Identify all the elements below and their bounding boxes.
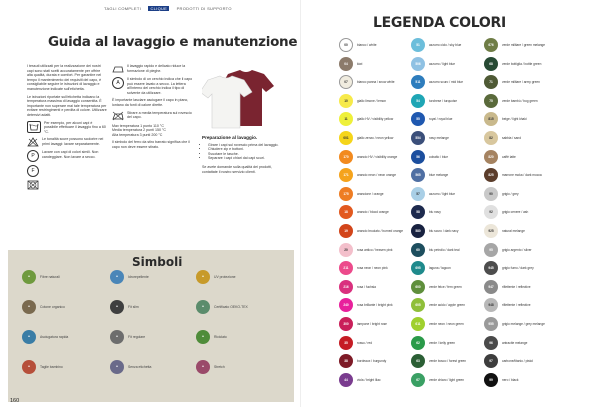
color-name: verde bosco / forest green bbox=[429, 359, 467, 364]
tumble-dry-icon bbox=[27, 180, 39, 190]
color-name: azzurro / light blue bbox=[429, 191, 456, 196]
color-item bbox=[484, 94, 564, 108]
color-name: laguna / lagoon bbox=[429, 266, 451, 271]
iron-temp-1: Max temperatura 1 punto 110 °C bbox=[112, 123, 164, 128]
color-name: giallo limone / lemon bbox=[357, 98, 387, 103]
color-swatch: 51 bbox=[411, 38, 425, 52]
care-row bbox=[27, 165, 107, 177]
color-swatch: 300 bbox=[339, 317, 353, 331]
color-name: verde bambù / bog green bbox=[502, 98, 538, 103]
paragraph: È importante lasciare asciugare il capo in piano, lontano da fonti di calore dirette. bbox=[112, 98, 189, 107]
sun-icon: • bbox=[196, 270, 210, 284]
header-text-1: TAGLI COMPLETI bbox=[104, 6, 142, 11]
color-name: azzurro / light blue bbox=[429, 61, 456, 66]
color-swatch: 75 bbox=[484, 94, 498, 108]
paragraph: Il lavaggio rapido e delicato riduce la formazione di pieghe. bbox=[127, 64, 186, 73]
color-name: natural melange bbox=[502, 229, 525, 233]
symbol-item bbox=[22, 300, 110, 314]
paragraph: Stirare a media temperatura sul rovescio del capo. bbox=[127, 110, 192, 120]
color-swatch: 11 bbox=[339, 112, 353, 126]
prep-box bbox=[202, 136, 284, 178]
color-name: blu navy bbox=[429, 210, 441, 215]
color-name: grigio cenere / ash bbox=[502, 210, 529, 215]
recycle-icon: • bbox=[196, 330, 210, 344]
color-swatch: 948 bbox=[484, 298, 498, 312]
color-name: riflettente / reflective bbox=[502, 284, 531, 289]
color-swatch: 58 bbox=[411, 205, 425, 219]
symbol-label: Cotone organico bbox=[40, 305, 65, 309]
color-name: grigio argento / silver bbox=[502, 247, 532, 252]
color-item bbox=[484, 373, 564, 387]
color-name: lampone / bright rose bbox=[357, 322, 387, 326]
color-name: azzurro scuro / mid blue bbox=[429, 80, 464, 85]
color-item bbox=[411, 112, 491, 126]
color-name: blu petrolio / dark teal bbox=[429, 247, 460, 252]
color-name: arancio / blood orange bbox=[357, 210, 389, 215]
color-name: grigio melange / grey melange bbox=[502, 322, 545, 326]
color-name: rosso / red bbox=[357, 340, 373, 345]
color-item bbox=[484, 150, 564, 164]
color-swatch: 19 bbox=[339, 224, 353, 238]
color-swatch: 04 bbox=[339, 57, 353, 71]
color-item bbox=[411, 280, 491, 294]
color-swatch: 580 bbox=[411, 224, 425, 238]
color-swatch: 511 bbox=[411, 75, 425, 89]
color-item bbox=[339, 354, 419, 368]
color-item bbox=[484, 354, 564, 368]
color-name: arancio HV / visibility orange bbox=[357, 154, 398, 159]
color-swatch: 56 bbox=[411, 150, 425, 164]
color-item bbox=[484, 280, 564, 294]
color-item bbox=[484, 131, 564, 145]
color-item bbox=[411, 187, 491, 201]
symbol-item bbox=[22, 330, 110, 344]
color-item bbox=[339, 187, 419, 201]
color-swatch: 001 bbox=[339, 131, 353, 145]
symbol-label: Idrorepellente bbox=[128, 275, 149, 279]
color-swatch: 62 bbox=[411, 336, 425, 350]
color-name: verde militare / army green bbox=[502, 80, 540, 85]
care-row bbox=[112, 64, 196, 74]
color-name: verde / kelly green bbox=[429, 340, 456, 345]
color-swatch: 611 bbox=[411, 317, 425, 331]
color-item bbox=[411, 243, 491, 257]
paragraph: Il simbolo del ferro da stiro barrato significa che il capo non deve essere stirato. bbox=[112, 140, 190, 149]
color-item bbox=[411, 317, 491, 331]
symbol-label: Stretch bbox=[214, 365, 225, 369]
list-item: • Svuotare le tasche. bbox=[208, 152, 284, 157]
color-swatch: 955 bbox=[484, 317, 498, 331]
symbol-item bbox=[110, 360, 198, 374]
color-item bbox=[411, 168, 491, 182]
color-item bbox=[411, 150, 491, 164]
color-name: rosa / fuchsia bbox=[357, 284, 376, 289]
care-text-col2 bbox=[112, 64, 196, 153]
color-item bbox=[339, 317, 419, 331]
iron-temp-3: Alta temperatura 3 punti 200 °C bbox=[112, 132, 163, 137]
color-swatch: 38 bbox=[339, 354, 353, 368]
paragraph: I tessuti utilizzati per la realizzazione dei nostri capi sono stati scelti accuratamente per offrire alta qualità, durata e comfort. Per garantire nel tempo il mantenimento dei requisiti del capo, è consigliabile seguire le istruzioni di lavaggio e manutenzione indicate sull'etichetta. bbox=[27, 64, 102, 91]
color-item bbox=[484, 57, 564, 71]
color-swatch: 63 bbox=[411, 354, 425, 368]
color-swatch: 07 bbox=[339, 75, 353, 89]
drop-icon: • bbox=[110, 270, 124, 284]
color-swatch: 945 bbox=[484, 261, 498, 275]
color-swatch: 565 bbox=[411, 168, 425, 182]
right-page bbox=[300, 0, 600, 407]
color-item bbox=[339, 205, 419, 219]
symbol-label: Fibre naturali bbox=[40, 275, 60, 279]
color-item bbox=[484, 168, 564, 182]
color-name: marrone moka / dark mocca bbox=[502, 173, 542, 178]
color-name: verde bottiglia / bottle green bbox=[502, 61, 542, 66]
color-name: riflettente / reflective bbox=[502, 303, 531, 308]
symbol-label: Senza etichetta bbox=[128, 365, 152, 369]
color-name: bianco / white bbox=[357, 43, 377, 47]
color-swatch: 35 bbox=[339, 336, 353, 350]
care-row bbox=[112, 77, 196, 95]
color-swatch: 67 bbox=[411, 373, 425, 387]
color-name: grigio fumo / dark grey bbox=[502, 266, 534, 271]
symbol-label: Asciugatura rapida bbox=[40, 335, 69, 339]
symbol-item bbox=[110, 270, 198, 284]
prep-list bbox=[202, 143, 284, 161]
color-name: cobalto / blue bbox=[429, 154, 448, 159]
symbol-item bbox=[110, 300, 198, 314]
color-swatch: 82 bbox=[484, 131, 498, 145]
fit-icon: • bbox=[110, 330, 124, 344]
prep-heading: Preparazione al lavaggio. bbox=[202, 135, 258, 140]
symbol-label: UV protezione bbox=[214, 275, 236, 279]
symbols-title: Simboli bbox=[132, 255, 183, 269]
color-item bbox=[484, 187, 564, 201]
color-name: viola / bright lilac bbox=[357, 377, 381, 382]
kids-icon: • bbox=[22, 360, 36, 374]
color-item bbox=[339, 94, 419, 108]
symbol-item bbox=[196, 360, 284, 374]
color-item bbox=[411, 298, 491, 312]
color-item bbox=[339, 373, 419, 387]
dry-clean-icon: F bbox=[27, 165, 39, 177]
color-swatch: 925 bbox=[484, 224, 498, 238]
color-item bbox=[411, 224, 491, 238]
color-name: blu scuro / dark navy bbox=[429, 229, 459, 233]
color-swatch: 10 bbox=[339, 94, 353, 108]
color-swatch: 44 bbox=[339, 373, 353, 387]
color-item bbox=[484, 317, 564, 331]
color-swatch: 695 bbox=[411, 261, 425, 275]
color-item bbox=[339, 280, 419, 294]
color-swatch: 55 bbox=[411, 112, 425, 126]
symbol-item bbox=[110, 330, 198, 344]
color-name: giallo HV / visibility yellow bbox=[357, 117, 394, 122]
color-name: verde militare / green melange bbox=[502, 43, 546, 47]
color-item bbox=[484, 224, 564, 238]
color-name: arancio bruciato / burned orange bbox=[357, 229, 404, 233]
care-row bbox=[27, 180, 107, 190]
color-name: arancione / orange bbox=[357, 191, 384, 196]
paragraph: Per esempio, per alcuni capi è possibile effettuare il lavaggio fino a 60 °C. bbox=[44, 120, 106, 134]
paragraph: Le istruzioni riportate sull'etichetta indicano la temperatura massima di lavaggio consentita. È importante non superare mai tale temperatura per evitare restringimenti e perdita di colore. Utilizzare detersivi adatti. bbox=[27, 94, 107, 117]
color-item bbox=[411, 354, 491, 368]
color-name: verde acido / apple green bbox=[429, 303, 465, 308]
paragraph: Le tonalità scure possono scolorire nei primi lavaggi: lavare separatamente. bbox=[42, 137, 104, 146]
color-name: bordeaux / burgundy bbox=[357, 359, 387, 364]
color-swatch: 92 bbox=[484, 205, 498, 219]
header-strip bbox=[104, 6, 238, 11]
color-item bbox=[339, 57, 419, 71]
color-name: caffè latte bbox=[502, 154, 516, 159]
symbol-label: Taglie bambino bbox=[40, 365, 63, 369]
color-name: grigio / grey bbox=[502, 191, 519, 196]
color-item bbox=[339, 131, 419, 145]
color-swatch: 97 bbox=[484, 354, 498, 368]
color-item bbox=[411, 94, 491, 108]
color-name: verde neon / neon green bbox=[429, 322, 464, 326]
color-swatch: 554 bbox=[411, 131, 425, 145]
color-swatch: 240 bbox=[339, 298, 353, 312]
tshirt-image bbox=[202, 64, 290, 130]
color-swatch: 175 bbox=[339, 187, 353, 201]
symbol-label: Fit slim bbox=[128, 305, 139, 309]
color-name: verde felce / fern green bbox=[429, 284, 462, 289]
brand-badge: CLIQUE bbox=[150, 6, 168, 11]
color-name: carbone/titanio / pistol bbox=[502, 359, 534, 364]
iron-temp-2: Media temperatura 2 punti 150 °C bbox=[112, 128, 166, 133]
color-swatch: 216 bbox=[339, 280, 353, 294]
color-swatch: 211 bbox=[339, 261, 353, 275]
dry-clean-icon: P bbox=[27, 150, 39, 162]
color-item bbox=[339, 168, 419, 182]
color-item bbox=[339, 298, 419, 312]
page-title: Guida al lavaggio e manutenzione bbox=[48, 34, 298, 50]
legend-title: LEGENDA COLORI bbox=[373, 15, 506, 31]
color-swatch: 600 bbox=[411, 280, 425, 294]
care-row bbox=[27, 137, 107, 147]
color-name: royal / royal blue bbox=[429, 117, 453, 122]
tub-icon bbox=[27, 121, 41, 133]
color-swatch: 68 bbox=[484, 57, 498, 71]
color-swatch: 20 bbox=[339, 243, 353, 257]
color-item bbox=[411, 261, 491, 275]
color-swatch: 71 bbox=[484, 75, 498, 89]
color-name: rosa neon / neon pink bbox=[357, 266, 388, 271]
symbol-item bbox=[22, 360, 110, 374]
color-swatch: 90 bbox=[484, 187, 498, 201]
page-number: 160 bbox=[10, 398, 20, 404]
color-name: kiwi bbox=[357, 61, 363, 66]
color-swatch: 170 bbox=[339, 150, 353, 164]
color-item bbox=[411, 75, 491, 89]
color-name: blue melange bbox=[429, 173, 449, 178]
color-swatch: 96 bbox=[484, 336, 498, 350]
color-name: verde chiaro / light green bbox=[429, 377, 465, 382]
color-name: bianco panna / snow white bbox=[357, 80, 395, 85]
color-item bbox=[484, 75, 564, 89]
color-swatch: 815 bbox=[484, 112, 498, 126]
color-name: antracite melange bbox=[502, 340, 528, 345]
color-name: arancio neon / neon orange bbox=[357, 173, 396, 178]
color-item bbox=[339, 243, 419, 257]
care-row bbox=[112, 111, 196, 121]
color-swatch: 18 bbox=[339, 205, 353, 219]
color-swatch: 947 bbox=[484, 280, 498, 294]
color-item bbox=[411, 336, 491, 350]
color-item bbox=[484, 298, 564, 312]
color-item bbox=[339, 75, 419, 89]
paragraph: Il simbolo di un cerchio indica che il capo può essere lavato a secco. La lettera all'interno del cerchio indica il tipo di solvente da utilizzare. bbox=[127, 77, 193, 95]
prep-note: Se avete domande sulla qualità dei prodotti, contattate il nostro servizio clienti. bbox=[202, 164, 272, 174]
color-swatch: 95 bbox=[484, 243, 498, 257]
color-item bbox=[339, 224, 419, 238]
color-item bbox=[411, 373, 491, 387]
care-text-col1 bbox=[27, 64, 107, 193]
color-name: azzurro ciclo / sky blue bbox=[429, 43, 462, 47]
color-item bbox=[411, 38, 491, 52]
care-row bbox=[27, 150, 107, 162]
list-item: • Chiudere zip e bottoni. bbox=[208, 147, 284, 152]
color-item bbox=[484, 261, 564, 275]
bleach-icon bbox=[27, 137, 39, 147]
wave-icon: • bbox=[22, 330, 36, 344]
care-row bbox=[27, 121, 107, 135]
header-text-2: PRODOTTI DI SUPPORTO bbox=[176, 6, 232, 11]
color-item bbox=[484, 205, 564, 219]
color-item bbox=[411, 57, 491, 71]
paragraph: Lavare con capi di colori simili. Non candeggiare. Non lavare a secco. bbox=[42, 150, 99, 159]
color-item bbox=[484, 112, 564, 126]
symbol-item bbox=[196, 270, 284, 284]
color-item bbox=[339, 336, 419, 350]
color-swatch: 00 bbox=[339, 38, 353, 52]
check-icon: • bbox=[196, 300, 210, 314]
symbol-label: Fit regolare bbox=[128, 335, 146, 339]
color-swatch: 825 bbox=[484, 168, 498, 182]
star-icon: • bbox=[110, 300, 124, 314]
color-name: rosa brillante / bright pink bbox=[357, 303, 393, 308]
color-swatch: 60 bbox=[411, 243, 425, 257]
color-item bbox=[411, 205, 491, 219]
tag-icon: • bbox=[110, 360, 124, 374]
leaf-icon: • bbox=[22, 270, 36, 284]
list-item: • Girare i capi sul rovescio prima del lavaggio. bbox=[208, 143, 284, 148]
dry-clean-icon: A bbox=[112, 77, 124, 89]
color-swatch: 820 bbox=[484, 150, 498, 164]
color-name: beige / light khaki bbox=[502, 117, 527, 122]
list-item: • Separare i capi chiari dai capi scuri. bbox=[208, 156, 284, 161]
symbol-item bbox=[22, 270, 110, 284]
color-item bbox=[339, 112, 419, 126]
color-item bbox=[339, 261, 419, 275]
color-name: turchese / turquoise bbox=[429, 98, 457, 103]
color-name: giallo zenzo / neon yellow bbox=[357, 136, 394, 140]
shirt-icon: • bbox=[22, 300, 36, 314]
color-item bbox=[484, 336, 564, 350]
color-name: rosa antico / heaven pink bbox=[357, 247, 393, 252]
color-swatch: 605 bbox=[411, 298, 425, 312]
color-swatch: 506 bbox=[411, 57, 425, 71]
iron-icon bbox=[112, 111, 124, 121]
color-swatch: 676 bbox=[484, 38, 498, 52]
color-item bbox=[411, 131, 491, 145]
color-item bbox=[339, 150, 419, 164]
color-name: navy melange bbox=[429, 136, 449, 140]
symbol-label: Certificato OEKO-TEX bbox=[214, 305, 248, 309]
color-swatch: 171 bbox=[339, 168, 353, 182]
color-swatch: 99 bbox=[484, 373, 498, 387]
color-item bbox=[484, 243, 564, 257]
color-name: sabbia / sand bbox=[502, 136, 521, 140]
heart-icon: • bbox=[196, 360, 210, 374]
color-item bbox=[339, 38, 419, 52]
symbol-label: Riciclato bbox=[214, 335, 227, 339]
color-swatch: 57 bbox=[411, 187, 425, 201]
symbol-item bbox=[196, 300, 284, 314]
color-swatch: 54 bbox=[411, 94, 425, 108]
iron-icon bbox=[112, 64, 124, 74]
color-item bbox=[484, 38, 564, 52]
color-name: nero / black bbox=[502, 377, 519, 382]
symbol-item bbox=[196, 330, 284, 344]
